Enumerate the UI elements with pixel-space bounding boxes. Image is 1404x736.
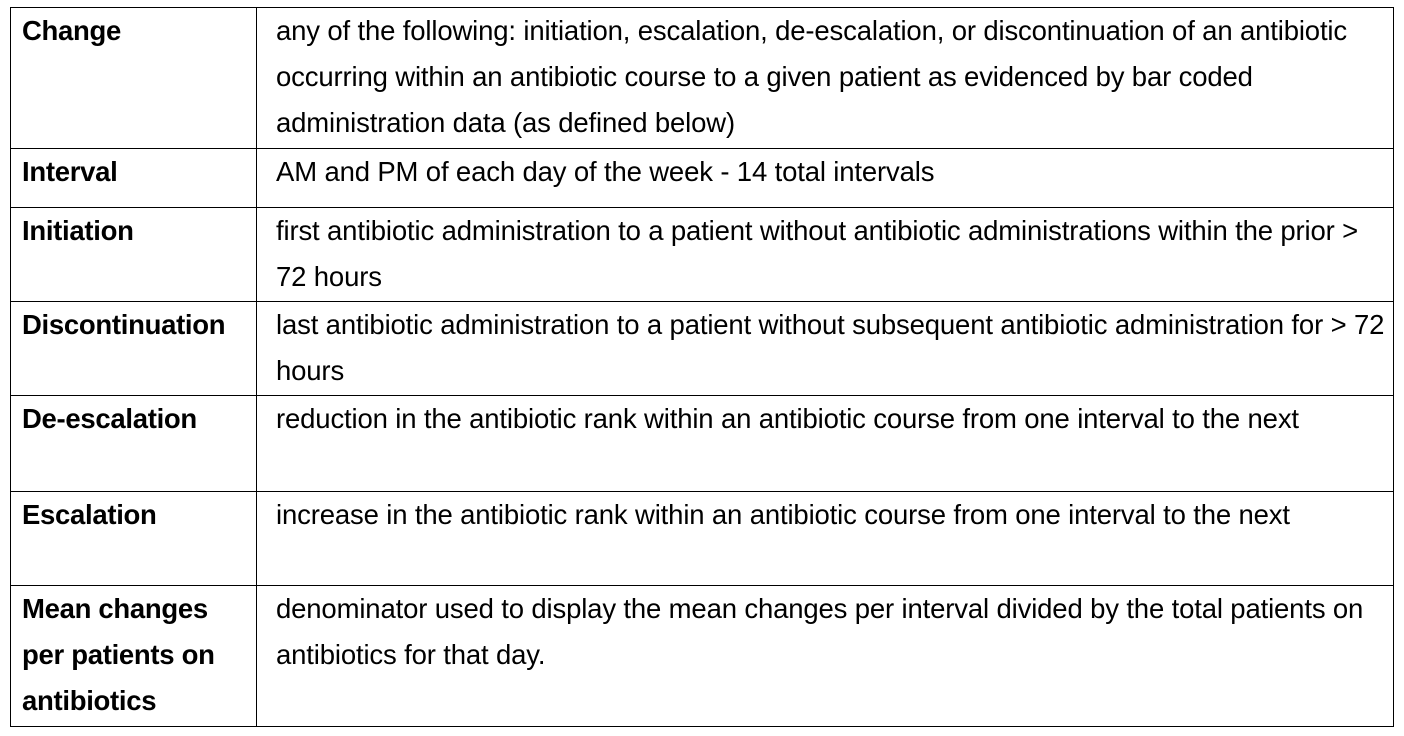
table-row — [11, 302, 1394, 396]
term-cell: Interval — [11, 149, 257, 208]
table-row — [11, 149, 1394, 208]
table-row — [11, 8, 1394, 149]
definition-cell: AM and PM of each day of the week - 14 total intervals — [257, 149, 1394, 208]
definition-cell: reduction in the antibiotic rank within an antibiotic course from one interval to the next — [257, 396, 1394, 492]
term-cell: Mean changes per patients on antibiotics — [11, 586, 257, 727]
table-row — [11, 396, 1394, 492]
term-cell: Initiation — [11, 208, 257, 302]
definition-cell: increase in the antibiotic rank within an antibiotic course from one interval to the next — [257, 492, 1394, 586]
definition-cell: first antibiotic administration to a patient without antibiotic administrations within the prior > 72 hours — [257, 208, 1394, 302]
table-row — [11, 586, 1394, 727]
table-row — [11, 492, 1394, 586]
term-cell: Discontinuation — [11, 302, 257, 396]
definition-cell: any of the following: initiation, escalation, de-escalation, or discontinuation of an antibiotic occurring within an antibiotic course to a given patient as evidenced by bar coded administration data (as defined below) — [257, 8, 1394, 149]
definitions-table — [10, 7, 1394, 727]
definition-cell: denominator used to display the mean changes per interval divided by the total patients on antibiotics for that day. — [257, 586, 1394, 727]
table-row — [11, 208, 1394, 302]
term-cell: De-escalation — [11, 396, 257, 492]
term-cell: Change — [11, 8, 257, 149]
definition-cell: last antibiotic administration to a patient without subsequent antibiotic administration for > 72 hours — [257, 302, 1394, 396]
term-cell: Escalation — [11, 492, 257, 586]
